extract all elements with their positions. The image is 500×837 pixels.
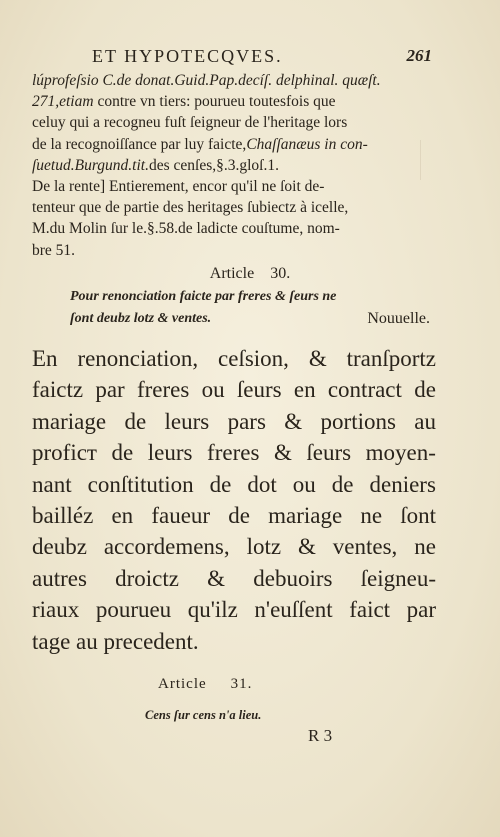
body-line: tage au precedent. [32,628,199,654]
body-line: bailléz en faueur de mariage ne ſont [32,503,436,529]
article-30-rubric: Pour renonciation faicte par freres & ſeurs ne ſont deubz lotz & ventes. Nouuelle. [70,286,430,330]
note-line: tenteur que de partie des heritages ſubiectz à icelle, [32,199,349,217]
body-line: proficт de leurs freres & ſeurs moyen- [32,440,436,466]
signature-mark: R 3 [308,726,333,745]
paper-stain [420,140,421,180]
body-line: mariage de leurs pars & portions au [32,408,436,434]
article-30-heading: Article 30. [209,265,291,282]
note-line: De la rente] Entierement, encor qu'il ne ſoit de- [32,178,325,196]
note-line: celuy qui a recogneu fuſt ſeigneur de l'heritage lors [32,114,348,132]
body-line: autres droictz & debuoirs ſeigneu- [32,565,436,591]
note-line: ſuetud.Burgund.tit.des cenſes,§.3.gloſ.1. [32,156,279,174]
body-line: faictz par freres ou ſeurs en contract de [32,377,436,403]
page-number: 261 [406,46,432,65]
article-31-heading: Article 31. [158,676,253,692]
running-title: ET HYPOTECQVES. [92,46,283,66]
body-line: En renonciation, ceſsion, & tranſportz [32,346,436,371]
annotation-block [32,70,427,261]
note-line: lúprofeſsio C.de donat.Guid.Pap.decíſ. delphinal. quæſt. [32,72,381,89]
article-31-rubric: Cens ſur cens n'a lieu. [145,708,262,722]
body-line: nant conſtitution de dot ou de deniers [32,471,436,497]
note-line: M.du Molin ſur le.§.58.de ladicte couſtume, nom- [32,220,340,238]
page-header [92,46,432,68]
note-line: 271,etiam contre vn tiers: pourueu toutesfois que [32,93,336,111]
note-line: de la recognoiſſance par luy faicte,Chaſſanæus in con- [32,135,368,153]
body-line: deubz accordemens, lotz & ventes, ne [32,534,436,560]
status-note: Nouuelle. [367,310,430,327]
body-line: riaux pourueu qu'ilz n'euſſent faict par [32,597,436,623]
note-line: bre 51. [32,241,76,259]
article-30-body [32,343,436,657]
